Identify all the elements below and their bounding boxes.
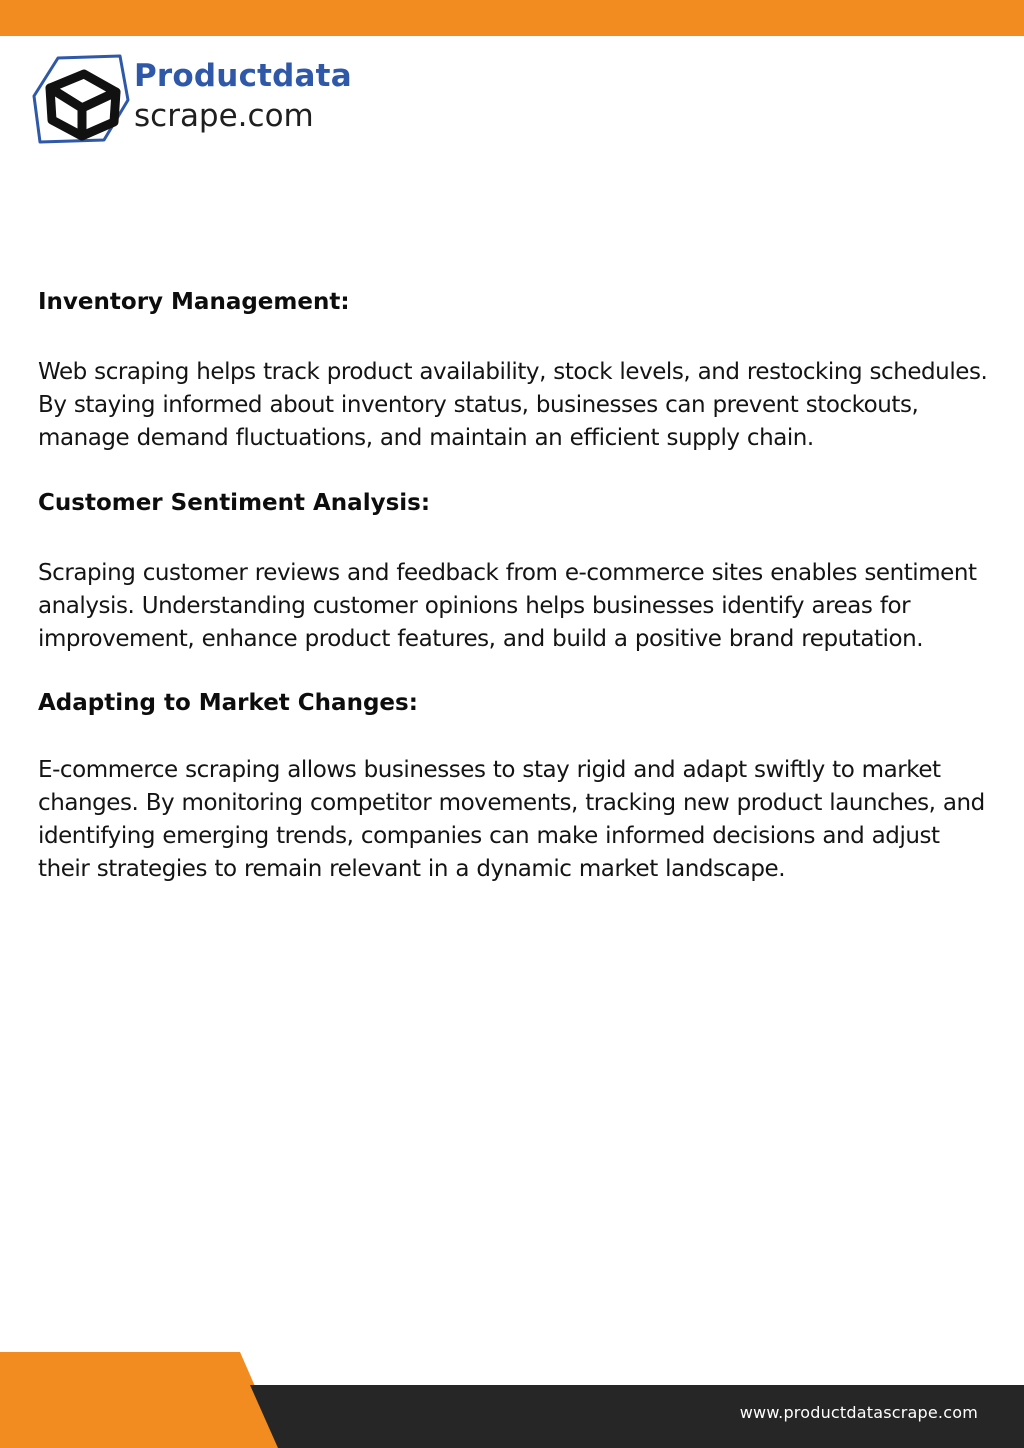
section-heading-market-changes: Adapting to Market Changes: [38,690,418,716]
footer-band [0,1352,1024,1448]
section-body-inventory: Web scraping helps track product availability, stock levels, and restocking schedules. By staying informed about inventory status, businesses can prevent stockouts, manage demand fluctuations, and maintain an efficient supply chain. [38,359,988,451]
brand-name-line2: scrape.com [134,98,314,134]
section-body-sentiment: Scraping customer reviews and feedback from e-commerce sites enables sentiment analysis. Understanding customer opinions helps businesses identify areas for improvement, enhance product features, and build a positive brand reputation. [38,560,977,652]
cube-logo-icon [28,52,134,148]
section-body-market-changes: E-commerce scraping allows businesses to stay rigid and adapt swiftly to market changes. By monitoring competitor movements, tracking new product launches, and identifying emerging trends, companies can make informed decisions and adjust their strategies to remain relevant in a dynamic market landscape. [38,757,985,882]
section-heading-inventory: Inventory Management: [38,289,350,315]
top-accent-bar [0,0,1024,36]
footer-shapes [0,1352,1024,1448]
brand-name-line1: Productdata [134,58,352,94]
footer-orange-wedge [0,1352,282,1448]
document-body [38,284,988,886]
section-heading-sentiment: Customer Sentiment Analysis: [38,490,431,516]
footer-website-url[interactable]: www.productdatascrape.com [739,1403,978,1422]
brand-logo [28,52,408,152]
